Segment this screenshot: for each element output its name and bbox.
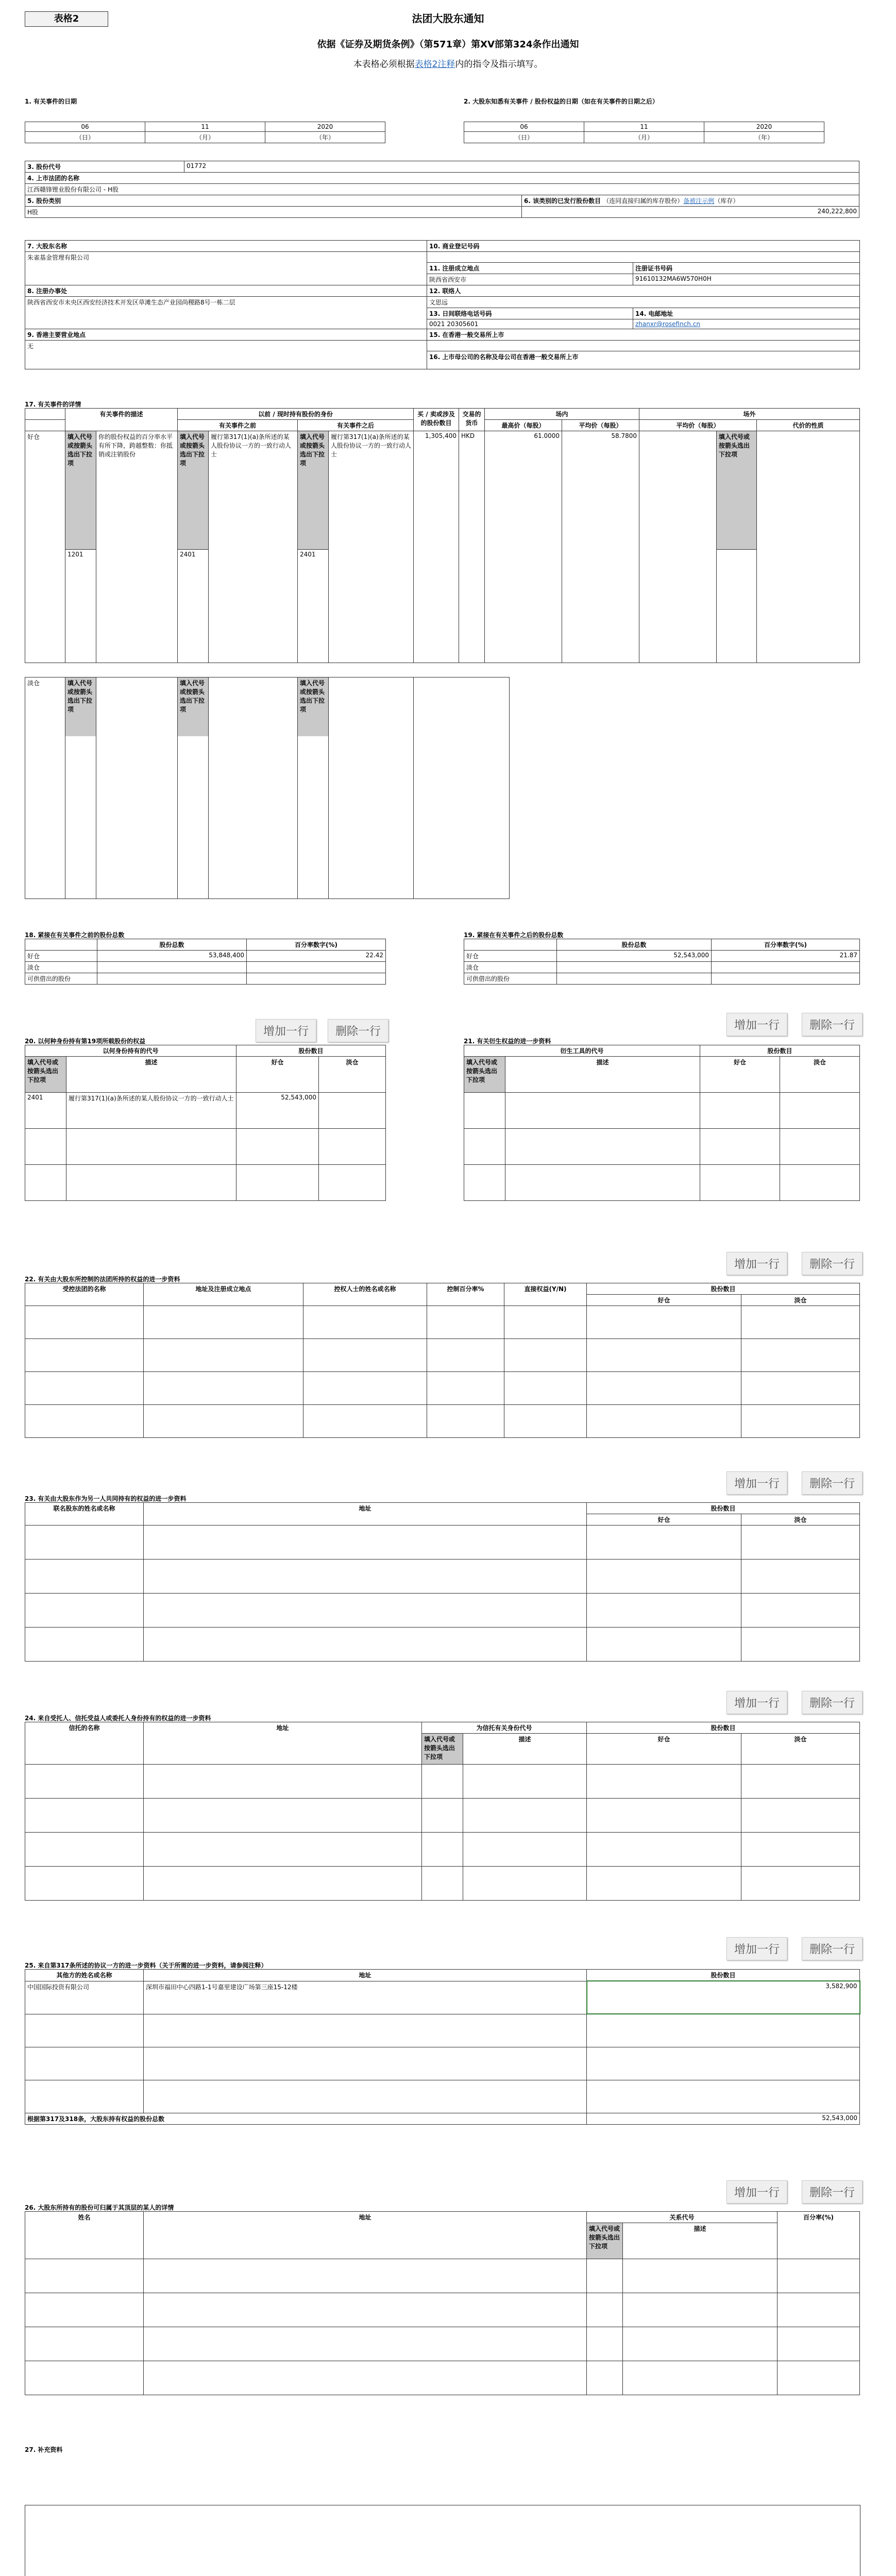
s17-short-after-cell (298, 677, 329, 899)
s21-table (464, 1045, 860, 1201)
s25-row-name[interactable]: 中国国际投资有限公司 (25, 1981, 144, 2014)
s26-label: 26. 大股东所持有的股份可归属于其顶层的某人的详情 (25, 2204, 174, 2211)
s25-row3[interactable] (25, 2047, 144, 2080)
s26-row2[interactable] (25, 2293, 144, 2327)
s24-h-desc: 描述 (463, 1734, 587, 1765)
s8-value[interactable]: 陕西省西安市未央区西安经济技术开发区草滩生态产业园尚稷路8号一栋二层 (25, 297, 427, 329)
s4-label: 4. 上市法团的名称 (25, 173, 859, 184)
s25-total[interactable]: 52,543,000 (587, 2113, 860, 2124)
s21-row1[interactable] (464, 1093, 505, 1129)
s25-h-name: 其他方的姓名或名称 (25, 1970, 144, 1981)
s19-label: 19. 紧接在有关事件之后的股份总数 (464, 931, 564, 939)
s22-h-direct: 直接权益(Y/N) (504, 1283, 587, 1306)
s26-h-desc: 描述 (623, 2223, 777, 2259)
s3-label: 3. 股份代号 (25, 161, 184, 173)
s18-h-pct: 百分率数字(%) (247, 939, 386, 951)
s19-long: 好仓 (464, 951, 557, 962)
s18-lend-shares[interactable] (97, 973, 247, 985)
s18-short-shares[interactable] (97, 962, 247, 973)
s26-row3[interactable] (25, 2327, 144, 2361)
s18-long: 好仓 (25, 951, 97, 962)
s17-event-code-picker[interactable]: 填入代号或按箭头选出下拉项 (65, 431, 96, 550)
s25-h-shares: 股份数目 (587, 1970, 860, 1981)
s23-h-addr: 地址 (144, 1503, 587, 1526)
s23-row3[interactable] (25, 1594, 144, 1628)
s17-consid-picker[interactable]: 填入代号或按箭头选出下拉项 (717, 431, 757, 550)
s17-short-shares[interactable] (414, 677, 510, 899)
s17-h-capacity: 以前 / 现时持有股份的身份 (178, 409, 414, 420)
s17-currency[interactable]: HKD (459, 431, 485, 663)
s24-h-long: 好仓 (587, 1734, 741, 1765)
s18-short: 淡仓 (25, 962, 97, 973)
s17-table (25, 408, 860, 663)
s22-row4[interactable] (25, 1405, 144, 1438)
s19-long-pct[interactable]: 21.87 (712, 951, 860, 962)
s21-row3[interactable] (464, 1165, 505, 1201)
s20-h-short: 淡仓 (319, 1057, 386, 1093)
s1-year-label: （年） (265, 132, 385, 143)
s17-short-before-picker[interactable]: 填入代号或按箭头选出下拉项 (178, 677, 208, 736)
s19-long-shares[interactable]: 52,543,000 (557, 951, 712, 962)
s13-value[interactable]: 0021 20305601 (427, 319, 633, 329)
s19-h-pct: 百分率数字(%) (712, 939, 860, 951)
s6-link[interactable]: 备被注示例 (683, 197, 715, 205)
s1-day-label: （日） (25, 132, 145, 143)
s24-row2[interactable] (25, 1799, 144, 1833)
s2-year[interactable]: 2020 (704, 122, 824, 132)
s22-h-short: 淡仓 (741, 1295, 860, 1306)
s23-add-row-button[interactable]: 增加一行 (726, 1471, 787, 1495)
s17-h-consid: 代价的性质 (757, 420, 860, 431)
s24-h-addr: 地址 (144, 1722, 422, 1765)
page-title: 法团大股东通知 (412, 12, 484, 25)
s1-label: 1. 有关事件的日期 (25, 98, 77, 105)
s20-add-row-button[interactable]: 增加一行 (256, 1019, 316, 1042)
s25-row2[interactable] (25, 2014, 144, 2047)
s17-h-onex: 场内 (485, 409, 639, 420)
s20-row-short[interactable] (319, 1093, 386, 1129)
s21-add-row-button[interactable]: 增加一行 (726, 1013, 787, 1036)
s17-short-after-desc (329, 677, 414, 899)
s26-row4[interactable] (25, 2361, 144, 2395)
s22-h-addr: 地址及注册成立地点 (144, 1283, 303, 1306)
s10-label: 10. 商业登记号码 (427, 241, 860, 252)
s6-note: （连同直接归属的库存股份） (603, 197, 684, 205)
s14-label: 14. 电邮地址 (633, 308, 860, 319)
instruction-prefix: 本表格必须根据 (353, 59, 415, 70)
s17-avg[interactable]: 58.7800 (562, 431, 639, 663)
s26-add-row-button[interactable]: 增加一行 (726, 2180, 787, 2204)
s15-value[interactable] (427, 341, 860, 351)
s17-h-avg: 平均价（每股） (562, 420, 639, 431)
s21-h-long: 好仓 (700, 1057, 780, 1093)
s21-h-shares: 股份数目 (700, 1045, 860, 1057)
s23-row4[interactable] (25, 1628, 144, 1662)
s19-h-shares: 股份总数 (557, 939, 712, 951)
s17-h-currency: 交易的货币 (459, 409, 485, 431)
s25-row-shares[interactable]: 3,582,900 (587, 1981, 860, 2014)
s21-h-code: 衍生工具的代号 (464, 1045, 700, 1057)
s18-lend-pct[interactable] (247, 973, 386, 985)
s24-table (25, 1722, 860, 1901)
s17-cap-after-code[interactable]: 2401 (298, 550, 329, 663)
s26-row1[interactable] (25, 2259, 144, 2293)
s25-label: 25. 来自第317条所述的协议一方的进一步资料（关于所需的进一步资料，请参阅注释） (25, 1962, 267, 1969)
s26-delete-row-button[interactable]: 删除一行 (802, 2180, 863, 2204)
s20-h-capacity: 以何身份持有的代号 (25, 1045, 236, 1057)
s21-delete-row-button[interactable]: 删除一行 (802, 1013, 863, 1036)
s22-h-name: 受控法团的名称 (25, 1283, 144, 1306)
s9-value[interactable]: 无 (25, 341, 427, 369)
s20-row-code[interactable]: 2401 (25, 1093, 66, 1129)
s17-short-before-desc (209, 677, 298, 899)
s27-textarea[interactable] (25, 2505, 860, 2576)
s17-consid[interactable] (757, 431, 860, 663)
s21-label: 21. 有关衍生权益的进一步资料 (464, 1038, 551, 1045)
s17-cap-before-picker[interactable]: 填入代号或按箭头选出下拉项 (178, 431, 209, 550)
s20-row2[interactable] (25, 1129, 66, 1165)
s2-label: 2. 大股东知悉有关事件 / 股份权益的日期（如在有关事件的日期之后） (464, 98, 658, 105)
s20-delete-row-button[interactable]: 删除一行 (328, 1019, 388, 1042)
s9-label: 9. 香港主要营业地点 (25, 329, 427, 341)
s1-day[interactable]: 06 (25, 122, 145, 132)
s20-row-long[interactable]: 52,543,000 (236, 1093, 319, 1129)
s18-label: 18. 紧接在有关事件之前的股份总数 (25, 931, 125, 939)
s26-h-name: 姓名 (25, 2212, 144, 2259)
s19-lend: 可供借出的股份 (464, 973, 557, 985)
s26-h-rel: 关系代号 (587, 2212, 777, 2223)
s19-short: 淡仓 (464, 962, 557, 973)
s2-day[interactable]: 06 (464, 122, 584, 132)
s3-s6-table (25, 161, 859, 218)
s4-value[interactable]: 江西赣锋锂业股份有限公司 - H股 (25, 184, 859, 195)
s23-label: 23. 有关由大股东作为另一人共同持有的权益的进一步资料 (25, 1495, 187, 1502)
s17-h-high: 最高价（每股） (485, 420, 562, 431)
s17-short-table (25, 677, 510, 899)
page-subtitle: 依据《证券及期货条例》（第571章）第XV部第324条作出通知 (317, 39, 579, 50)
s25-h-addr: 地址 (144, 1970, 587, 1981)
s17-shares[interactable]: 1,305,400 (414, 431, 459, 663)
s5-value[interactable]: H股 (25, 207, 522, 218)
s17-h-shares: 买 / 卖或涉及的股份数目 (414, 409, 459, 431)
s17-cap-after-picker[interactable]: 填入代号或按箭头选出下拉项 (298, 431, 329, 550)
s17-short-after-picker[interactable]: 填入代号或按箭头选出下拉项 (298, 677, 328, 736)
s8-label: 8. 注册办事处 (25, 285, 427, 297)
s23-h-name: 联名股东的姓名或名称 (25, 1503, 144, 1526)
s21-row2[interactable] (464, 1129, 505, 1165)
s6-value[interactable]: 240,222,800 (522, 207, 859, 218)
s5-label: 5. 股份类别 (25, 195, 522, 207)
s24-row1[interactable] (25, 1765, 144, 1799)
s27-label: 27. 补充资料 (25, 2446, 63, 2453)
s22-add-row-button[interactable]: 增加一行 (726, 1252, 787, 1275)
s23-h-long: 好仓 (587, 1514, 741, 1526)
s21-h-short: 淡仓 (780, 1057, 860, 1093)
s7-s16-table (25, 240, 860, 369)
s17-consid-code[interactable] (717, 550, 757, 663)
s15-label: 15. 在香港一般交易所上市 (427, 329, 860, 341)
s11-value[interactable]: 陕西省西安市 (427, 274, 633, 285)
s2-year-label: （年） (704, 132, 824, 143)
s25-row4[interactable] (25, 2080, 144, 2113)
s17-high[interactable]: 61.0000 (485, 431, 562, 663)
s23-h-shares: 股份数目 (587, 1503, 860, 1514)
s10-value[interactable] (427, 252, 860, 263)
s19-short-pct[interactable] (712, 962, 860, 973)
instruction-notes-link[interactable]: 表格2注释 (414, 59, 455, 70)
s1-date-table (25, 122, 385, 143)
s17-h-after: 有关事件之后 (298, 420, 414, 431)
s24-row3[interactable] (25, 1833, 144, 1867)
s17-short-label: 淡仓 (25, 677, 65, 899)
s13-label: 13. 日间联络电话号码 (427, 308, 633, 319)
s17-label: 17. 有关事件的详情 (25, 401, 81, 408)
s17-short-event-picker[interactable]: 填入代号或按箭头选出下拉项 (65, 677, 96, 736)
s18-lend: 可供借出的股份 (25, 973, 97, 985)
s11-id-label: 注册证书号码 (633, 263, 860, 274)
s2-date-table (464, 122, 824, 143)
s17-cap-after-desc: 履行第317(1)(a)条所述的某人股份协议一方的一致行动人士 (329, 431, 414, 663)
s16-label: 16. 上市母公司的名称及母公司在香港一般交易所上市 (427, 351, 860, 369)
s26-h-pct: 百分率(%) (777, 2212, 860, 2259)
s6-label: 6. 该类别的已发行股份数目 (524, 197, 601, 205)
s17-event-desc: 你的股份权益的百分率水平有所下降，跨越整数：你抵销或注销股份 (96, 431, 178, 663)
s25-row-addr[interactable]: 深圳市福田中心四路1-1号嘉里建设广场第三座15-12楼 (144, 1981, 587, 2014)
s22-h-shares: 股份数目 (587, 1283, 860, 1295)
s17-h-avg-off: 平均价（每股） (639, 420, 757, 431)
s17-cap-before-desc: 履行第317(1)(a)条所述的某人股份协议一方的一致行动人士 (209, 431, 298, 663)
s25-table (25, 1969, 860, 2125)
s22-row1[interactable] (25, 1306, 144, 1339)
s22-label: 22. 有关由大股东所控制的法团所持的权益的进一步资料 (25, 1276, 180, 1283)
s24-row4[interactable] (25, 1867, 144, 1901)
s20-label: 20. 以何种身份持有第19项所载股份的权益 (25, 1038, 146, 1045)
instruction-line (0, 57, 896, 70)
s24-delete-row-button[interactable]: 删除一行 (802, 1691, 863, 1714)
s14-email[interactable]: zhanxr@rosefinch.cn (633, 319, 860, 329)
s1-month[interactable]: 11 (145, 122, 265, 132)
s18-h-shares: 股份总数 (97, 939, 247, 951)
s23-row2[interactable] (25, 1560, 144, 1594)
s2-day-label: （日） (464, 132, 584, 143)
s24-code-picker[interactable]: 填入代号或按箭头选出下拉项 (422, 1734, 463, 1765)
s22-table (25, 1283, 860, 1438)
s24-h-shares: 股份数目 (587, 1722, 860, 1734)
s24-h-short: 淡仓 (741, 1734, 860, 1765)
s6-label-cell (522, 195, 859, 207)
s20-h-long: 好仓 (236, 1057, 319, 1093)
s26-table (25, 2211, 860, 2395)
s23-h-short: 淡仓 (741, 1514, 860, 1526)
s18-long-shares[interactable]: 53,848,400 (97, 951, 247, 962)
s26-h-addr: 地址 (144, 2212, 587, 2259)
s17-h-offex: 场外 (639, 409, 860, 420)
s17-cap-before-code[interactable]: 2401 (178, 550, 209, 663)
s17-long-label: 好仓 (25, 431, 65, 663)
s6-note2: （库存） (714, 197, 739, 205)
s12-label: 12. 联络人 (427, 285, 860, 297)
s23-table (25, 1502, 860, 1662)
s25-delete-row-button[interactable]: 删除一行 (802, 1937, 863, 1960)
instruction-suffix: 内的指令及指示填写。 (455, 59, 543, 70)
s19-table (464, 939, 860, 985)
s17-short-before-cell (178, 677, 209, 899)
s12-value[interactable]: 文思远 (427, 297, 860, 308)
s20-row-desc: 履行第317(1)(a)条所述的某人股份协议一方的一致行动人士 (66, 1093, 236, 1129)
s22-h-long: 好仓 (587, 1295, 741, 1306)
s24-h-code: 为信托有关身份代号 (422, 1722, 587, 1734)
s20-code-picker[interactable]: 填入代号或按箭头选出下拉项 (25, 1057, 66, 1093)
s22-h-ctrl: 控权人士的姓名或名称 (303, 1283, 427, 1306)
s24-add-row-button[interactable]: 增加一行 (726, 1691, 787, 1714)
s20-row3[interactable] (25, 1165, 66, 1201)
s17-short-event-desc (96, 677, 178, 899)
s1-month-label: （月） (145, 132, 265, 143)
s19-lend-shares[interactable] (557, 973, 712, 985)
s18-short-pct[interactable] (247, 962, 386, 973)
s2-month[interactable]: 11 (584, 122, 704, 132)
s23-row1[interactable] (25, 1526, 144, 1560)
s25-total-label: 根据第317及318条，大股东持有权益的股份总数 (25, 2113, 587, 2124)
s18-long-pct[interactable]: 22.42 (247, 951, 386, 962)
s21-code-picker[interactable]: 填入代号或按箭头选出下拉项 (464, 1057, 505, 1093)
s24-label: 24. 来自受托人、信托受益人或委托人身份持有的权益的进一步资料 (25, 1715, 211, 1722)
s11-label: 11. 注册成立地点 (427, 263, 633, 274)
s17-avg-off[interactable] (639, 431, 717, 663)
s21-h-desc: 描述 (505, 1057, 700, 1093)
s20-h-shares: 股份数目 (236, 1045, 386, 1057)
s22-row2[interactable] (25, 1339, 144, 1372)
s23-delete-row-button[interactable]: 删除一行 (802, 1471, 863, 1495)
s22-delete-row-button[interactable]: 删除一行 (802, 1252, 863, 1275)
s22-row3[interactable] (25, 1372, 144, 1405)
s19-short-shares[interactable] (557, 962, 712, 973)
s18-table (25, 939, 386, 985)
s7-label: 7. 大股东名称 (25, 241, 427, 252)
s17-short-event-cell (65, 677, 96, 899)
form-label: 表格2 (54, 13, 79, 24)
s11-id-value[interactable]: 91610132MA6W570H0H (633, 274, 860, 285)
s17-h-event: 有关事件的描述 (65, 409, 178, 431)
s25-add-row-button[interactable]: 增加一行 (726, 1937, 787, 1960)
s24-h-name: 信托的名称 (25, 1722, 144, 1765)
s26-code-picker[interactable]: 填入代号或按箭头选出下拉项 (587, 2223, 623, 2259)
s7-value[interactable]: 朱雀基金管理有限公司 (25, 252, 427, 285)
s20-h-desc: 描述 (66, 1057, 236, 1093)
s17-h-before: 有关事件之前 (178, 420, 298, 431)
s19-lend-pct[interactable] (712, 973, 860, 985)
s3-value[interactable]: 01772 (184, 161, 859, 173)
s22-h-pct: 控制百分率% (427, 1283, 504, 1306)
s17-event-code[interactable]: 1201 (65, 550, 96, 663)
s2-month-label: （月） (584, 132, 704, 143)
s1-year[interactable]: 2020 (265, 122, 385, 132)
s20-table (25, 1045, 386, 1201)
